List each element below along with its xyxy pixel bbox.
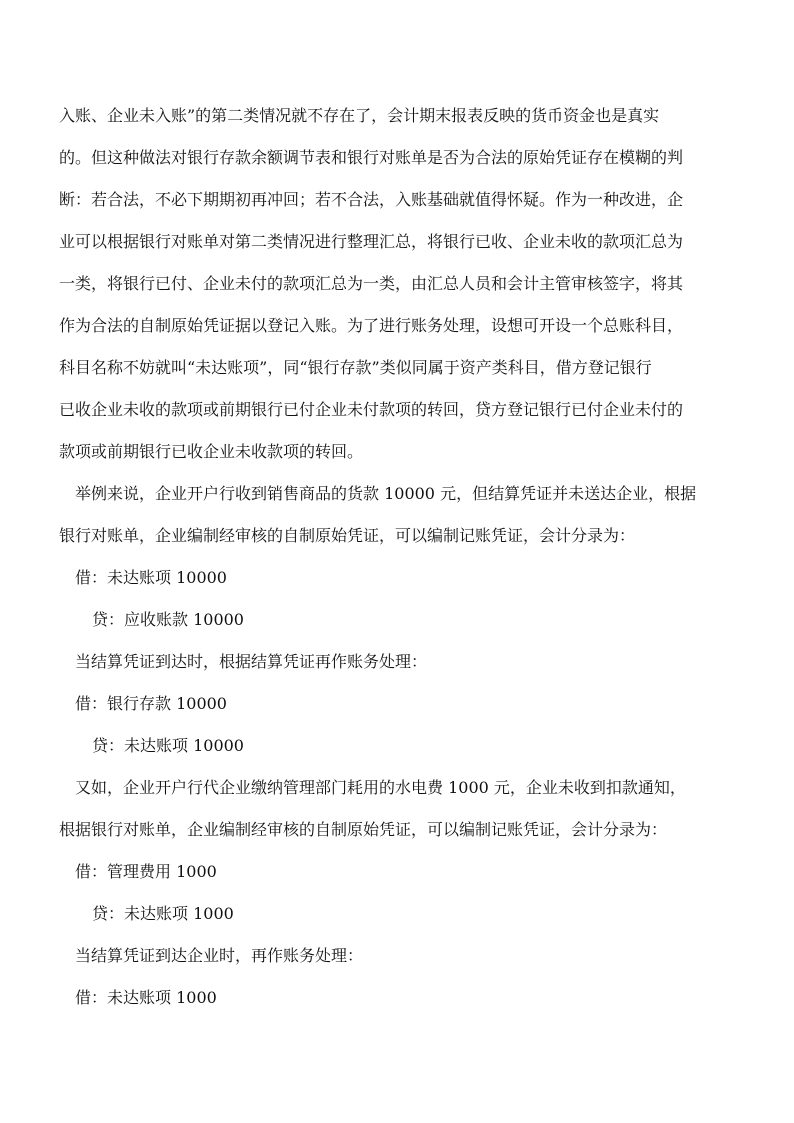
paragraph-line: 业可以根据银行对账单对第二类情况进行整理汇总，将银行已收、企业未收的款项汇总为 [59,232,684,251]
paragraph-line: 入账、企业未入账”的第二类情况就不存在了，会计期末报表反映的货币资金也是真实 [59,106,660,125]
paragraph-line: 一类，将银行已付、企业未付的款项汇总为一类，由汇总人员和会计主管审核签字，将其 [59,274,684,293]
paragraph-line: 科目名称不妨就叫“未达账项”，同“银行存款”类似同属于资产类科目，借方登记银行 [59,358,652,377]
paragraph-line: 的。但这种做法对银行存款余额调节表和银行对账单是否为合法的原始凭证存在模糊的判 [59,148,684,167]
paragraph-line: 已收企业未收的款项或前期银行已付企业未付款项的转回，贷方登记银行已付企业未付的 [59,400,684,419]
example-line: 银行对账单，企业编制经审核的自制原始凭证，可以编制记账凭证，会计分录为： [59,526,636,545]
journal-credit: 贷：应收账款 10000 [92,610,244,629]
journal-credit: 贷：未达账项 10000 [92,736,244,755]
journal-debit: 借：未达账项 10000 [75,568,227,587]
example-line: 又如，企业开户行代企业缴纳管理部门耗用的水电费 1000 元，企业未收到扣款通知， [75,778,686,797]
example-line: 举例来说，企业开户行收到销售商品的货款 10000 元，但结算凭证并未送达企业，根据 [75,484,697,503]
journal-credit: 贷：未达账项 1000 [92,904,234,923]
paragraph-line: 作为合法的自制原始凭证据以登记入账。为了进行账务处理，设想可开设一个总账科目， [59,316,684,335]
settlement-line: 当结算凭证到达企业时，再作账务处理： [75,946,364,965]
paragraph-line: 款项或前期银行已收企业未收款项的转回。 [59,442,364,461]
example-line: 根据银行对账单，企业编制经审核的自制原始凭证，可以编制记账凭证，会计分录为： [59,820,668,839]
journal-debit: 借：未达账项 1000 [75,988,217,1007]
journal-debit: 借：银行存款 10000 [75,694,227,713]
settlement-line: 当结算凭证到达时，根据结算凭证再作账务处理： [75,652,428,671]
paragraph-line: 断：若合法，不必下期期初再冲回；若不合法，入账基础就值得怀疑。作为一种改进，企 [59,190,684,209]
journal-debit: 借：管理费用 1000 [75,862,217,881]
